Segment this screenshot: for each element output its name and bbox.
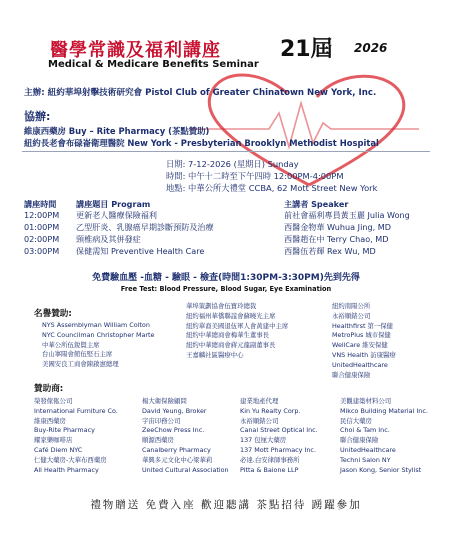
title-chinese: 醫學常識及福利講座 (50, 40, 221, 61)
sponsor-entry: 必達.白安律師事務所 (240, 455, 300, 464)
honorary-sponsors-column-2 (186, 302, 288, 361)
sponsor-entry: 永裕順錶公司 (332, 311, 371, 320)
sponsor-entry: 永裕順錶公司 (240, 416, 279, 425)
sponsors-column-3 (240, 397, 318, 475)
sponsor-entry: UnitedHealthcare (340, 445, 396, 454)
sponsor-entry: 紐約中華總商會蔣元龍副董事長 (186, 341, 276, 350)
host-organizer: 主辦: 紐約華埠射擊技術研究會 Pistol Club of Greater Chinatown New York, Inc. (24, 88, 377, 98)
sponsor-entry: 紐約南陽公所 (332, 302, 371, 310)
header-speaker: 主講者 Speaker (284, 199, 349, 209)
sponsor-entry: 建業地產代理 (240, 397, 279, 405)
sponsor-entry: 紐約華裔美國退伍軍人會黃建中主席 (186, 321, 289, 330)
co-organizer-label: 協辦: (24, 110, 51, 123)
sponsor-entry: 民信大藥房 (340, 416, 372, 425)
program-time: 12:00PM (24, 210, 60, 220)
sponsor-entry: 順源西藥房 (142, 436, 174, 445)
sponsor-entry: David Yeung, Broker (142, 406, 207, 415)
sponsor-entry: Café Diem NYC (34, 445, 83, 454)
sponsor-entry: 楊大衛保險顧問 (142, 397, 187, 405)
sponsor-entry: 美觀建築材料公司 (340, 397, 392, 405)
sponsor-entry: 美國安良工商會陳啟憲總理 (42, 360, 119, 369)
sponsors-column-1 (34, 397, 118, 475)
sponsor-entry: VNS Health 訪康醫療 (332, 350, 396, 359)
header-topic: 講座題目 Program (76, 199, 151, 209)
sponsor-entry: 仁健大藥房-大華布西藥房 (34, 455, 107, 464)
sponsor-entry: Healthfirst 第一保健 (332, 321, 394, 330)
sponsor-entry: 中華公所伍銳賢主席 (42, 340, 100, 349)
sponsor-entry: 華埠策劃協會伍寶玲總裁 (186, 302, 257, 310)
sponsors-column-4 (340, 397, 428, 475)
event-place: 地點: 中華公所大禮堂 CCBA, 62 Mott Street New York (166, 183, 378, 193)
event-date: 日期: 7-12-2026 (星期日) Sunday (166, 159, 299, 169)
divider (22, 151, 430, 152)
honorary-sponsors-column-1 (42, 321, 154, 370)
program-topic: 保健需知 Preventive Health Care (76, 246, 205, 256)
program-speaker: 西醫金物華 Wuhua Jing, MD (284, 222, 391, 232)
sponsor-entry: Canal Street Optical Inc. (240, 426, 318, 435)
program-topic: 乙型肝炎、乳腺癌早期診斷預防及治療 (76, 222, 214, 232)
sponsor-entry: 紐約中華總商會梅華生董事長 (186, 331, 270, 340)
program-speaker: 前社會福利專員黃玉麗 Julia Wong (284, 210, 410, 220)
sponsor-entry: UnitedHealthcare (332, 360, 388, 369)
sponsor-entry: Mikco Building Material Inc. (340, 406, 428, 415)
program-time: 03:00PM (24, 246, 60, 256)
sponsor-entry: Canalberry Pharmacy (142, 445, 211, 454)
sponsor-entry: 台山寧陽會館伍堅石主席 (42, 350, 113, 359)
co-organizer-hospital: 紐約長老會布碌崙衛理醫院 New York - Presbyterian Brooklyn Methodist Hospital (24, 138, 379, 148)
sponsors-column-2 (142, 397, 229, 475)
sponsors-label: 贊助商: (34, 384, 64, 394)
program-topic: 頸椎病及其併發症 (76, 234, 141, 244)
title-english: Medical & Medicare Benefits Seminar (48, 59, 259, 70)
free-test-english: Free Test: Blood Pressure, Blood Sugar, Eye Examination (120, 285, 332, 293)
sponsor-entry: 華興多元文化中心梁華莉 (142, 455, 213, 464)
sponsor-entry: 耀家樂咖啡店 (34, 436, 73, 445)
sponsor-entry: 137 包厘大藥房 (240, 436, 287, 445)
sponsor-entry: All Health Pharmacy (34, 465, 99, 474)
sponsor-entry: Kin Yu Realty Corp. (240, 406, 301, 415)
program-speaker: 西醫趙在中 Terry Chao, MD (284, 234, 389, 244)
program-time: 02:00PM (24, 234, 60, 244)
free-test-chinese: 免費驗血壓 -血糖 - 驗眼 - 檢查(時間1:30PM-3:30PM)先到先得 (92, 273, 360, 283)
program-time: 01:00PM (24, 222, 60, 232)
sponsor-entry: NYC Councilman Christopher Marte (42, 330, 155, 339)
sponsor-entry: Choi & Tam Inc. (340, 426, 390, 435)
co-organizer-pharmacy: 維康西藥房 Buy – Rite Pharmacy (茶點贊助) (24, 126, 210, 136)
sponsor-entry: 紐約福州華僑聯誼會蘇曉光主席 (186, 311, 276, 320)
sponsor-entry: NYS Assemblyman William Colton (42, 321, 150, 329)
honorary-sponsors-column-3 (332, 302, 396, 380)
sponsor-entry: WellCare 維安保健 (332, 341, 388, 350)
edition-year: 2026 (354, 41, 388, 55)
sponsor-entry: MetroPlus 城市保健 (332, 331, 391, 340)
sponsor-entry: 榮發傢俬公司 (34, 397, 73, 405)
program-speaker: 西醫伍若輝 Rex Wu, MD (284, 246, 376, 256)
sponsor-entry: Techni Salon NY (340, 455, 391, 464)
sponsor-entry: Jason Kong, Senior Stylist (340, 465, 422, 474)
sponsor-entry: Pitta & Baione LLP (240, 465, 299, 474)
edition-number: 21屆 (280, 37, 333, 62)
sponsor-entry: 宇宙印務公司 (142, 416, 181, 425)
sponsor-entry: 聯合健康保險 (340, 436, 379, 445)
sponsor-entry: United Cultural Association (142, 465, 229, 474)
program-topic: 更新老人醫療保險福利 (76, 210, 157, 220)
sponsor-entry: ZeeChow Press Inc. (142, 426, 205, 435)
event-time: 時間: 中午十二時至下午四時 12:00PM-4:00PM (166, 171, 344, 181)
sponsor-entry: 維康西藥房 (34, 416, 66, 425)
sponsor-entry: Buy-Rite Pharmacy (34, 426, 95, 435)
sponsor-entry: 王嘉麟社區醫療中心 (186, 350, 244, 359)
seminar-flyer (14, 8, 438, 538)
footer-slogan: 禮物贈送 免費入座 歡迎聽講 茶點招待 踴躍參加 (90, 499, 362, 511)
sponsor-entry: International Furniture Co. (34, 406, 118, 415)
sponsor-entry: 聯合健康保險 (332, 370, 371, 379)
header-time: 講座時間 (24, 199, 57, 209)
sponsor-entry: 137 Mott Pharmacy Inc. (240, 445, 316, 454)
honorary-sponsors-label: 名譽贊助: (34, 309, 72, 319)
